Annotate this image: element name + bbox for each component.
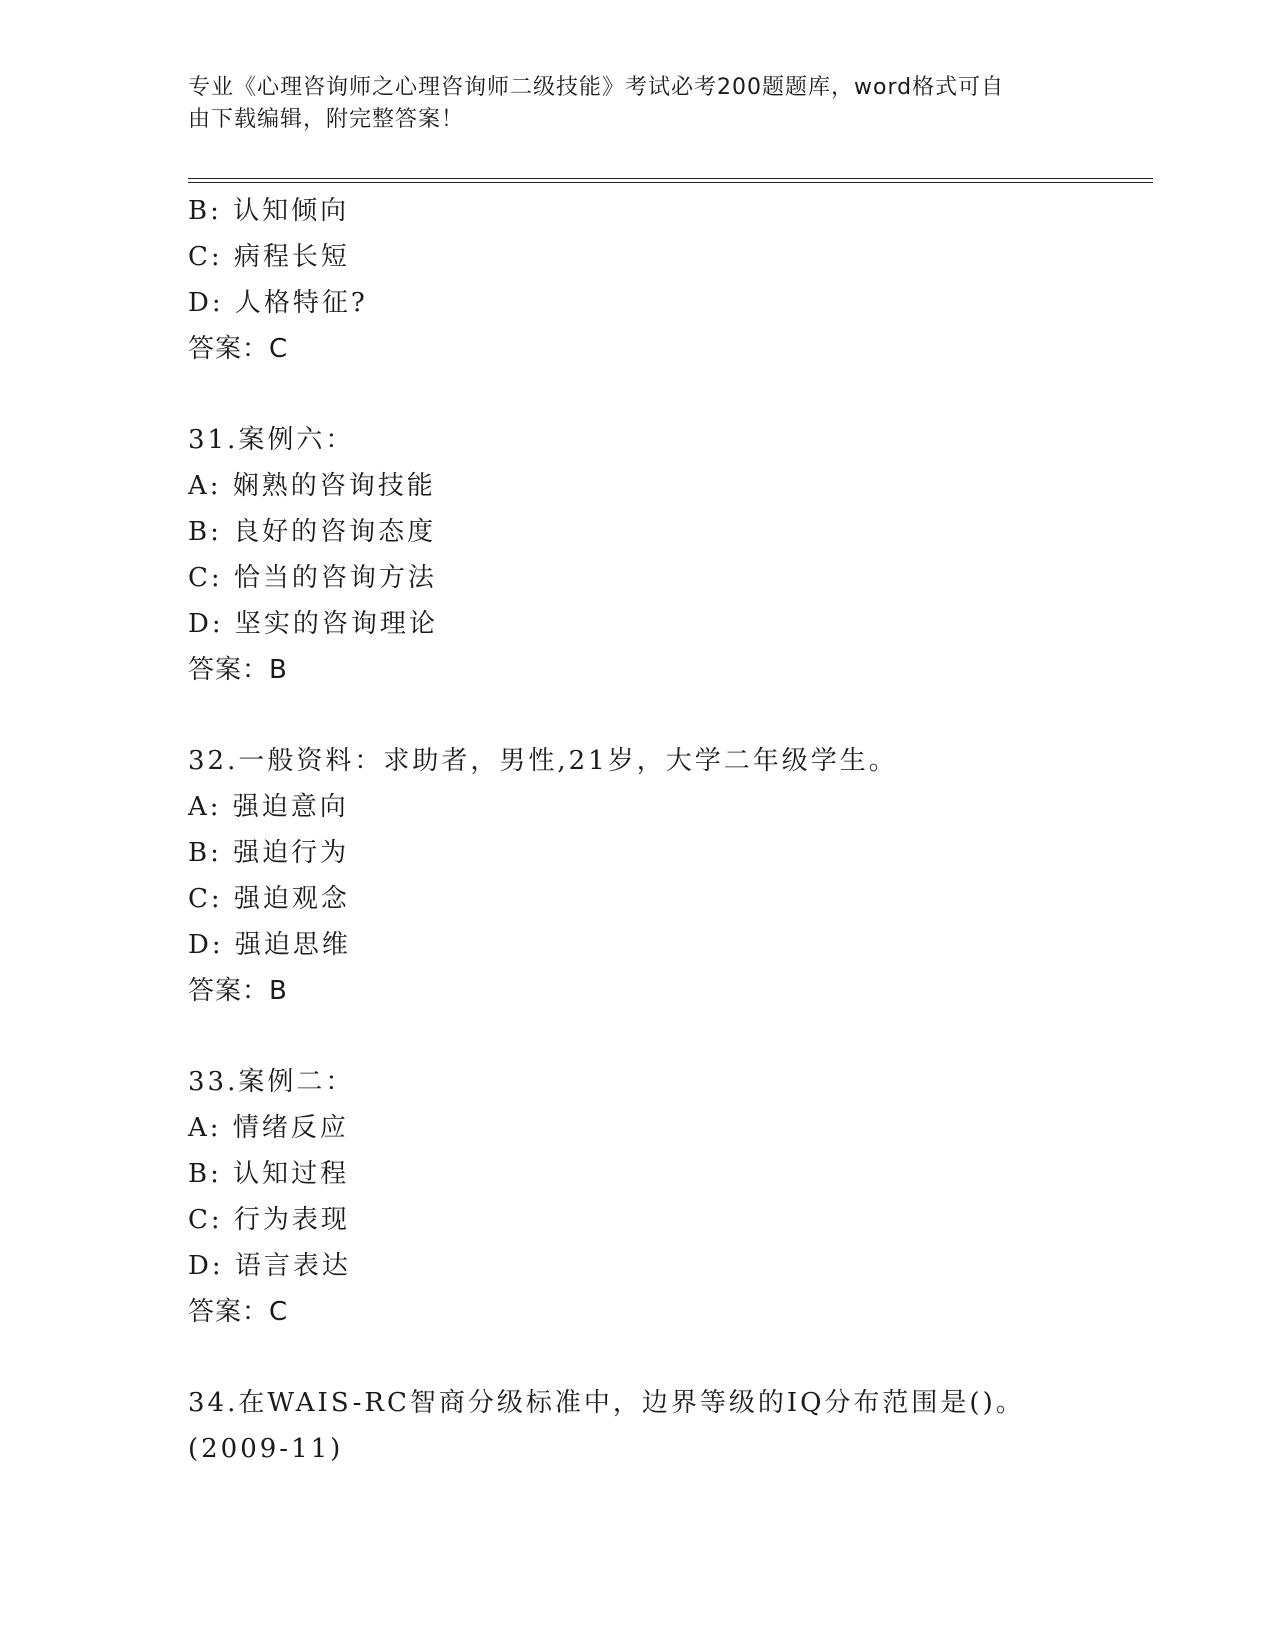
question-title: 31.案例六： [188,425,355,455]
question-block [188,1059,1153,1335]
option-line: C: 行为表现 [188,1205,350,1235]
block-spacer [188,1014,1153,1059]
header-divider [188,178,1153,183]
answer-line: 答案：C [188,334,289,364]
block-spacer [188,372,1153,417]
question-title: 32.一般资料：求助者，男性,21岁，大学二年级学生。 [188,746,898,776]
question-block [188,417,1153,693]
option-line: B: 良好的咨询态度 [188,517,437,547]
document-header [188,72,1068,136]
header-line-2: 由下载编辑，附完整答案！ [188,107,465,132]
option-line: B: 认知过程 [188,1159,350,1189]
question-list [188,188,1153,1472]
answer-line: 答案：B [188,976,288,1006]
option-line: D: 强迫思维 [188,930,351,960]
option-line: C: 恰当的咨询方法 [188,563,437,593]
question-source: (2009-11) [188,1434,344,1464]
answer-line: 答案：B [188,655,288,685]
option-line: B: 认知倾向 [188,196,350,226]
question-block [188,1380,1153,1472]
header-line-1: 专业《心理咨询师之心理咨询师二级技能》考试必考200题题库，word格式可自 [188,75,1005,100]
option-line: C: 强迫观念 [188,884,350,914]
question-title: 33.案例二： [188,1067,355,1097]
option-line: C: 病程长短 [188,242,350,272]
option-line: D: 坚实的咨询理论 [188,609,438,639]
option-line: A: 娴熟的咨询技能 [188,471,436,501]
option-line: A: 强迫意向 [188,792,349,822]
option-line: B: 强迫行为 [188,838,350,868]
question-title: 34.在WAIS-RC智商分级标准中，边界等级的IQ分布范围是()。 [188,1388,1025,1418]
question-block [188,738,1153,1014]
block-spacer [188,1335,1153,1380]
question-block [188,188,1153,372]
option-line: A: 情绪反应 [188,1113,349,1143]
option-line: D: 语言表达 [188,1251,351,1281]
answer-line: 答案：C [188,1297,289,1327]
option-line: D: 人格特征? [188,288,368,318]
block-spacer [188,693,1153,738]
